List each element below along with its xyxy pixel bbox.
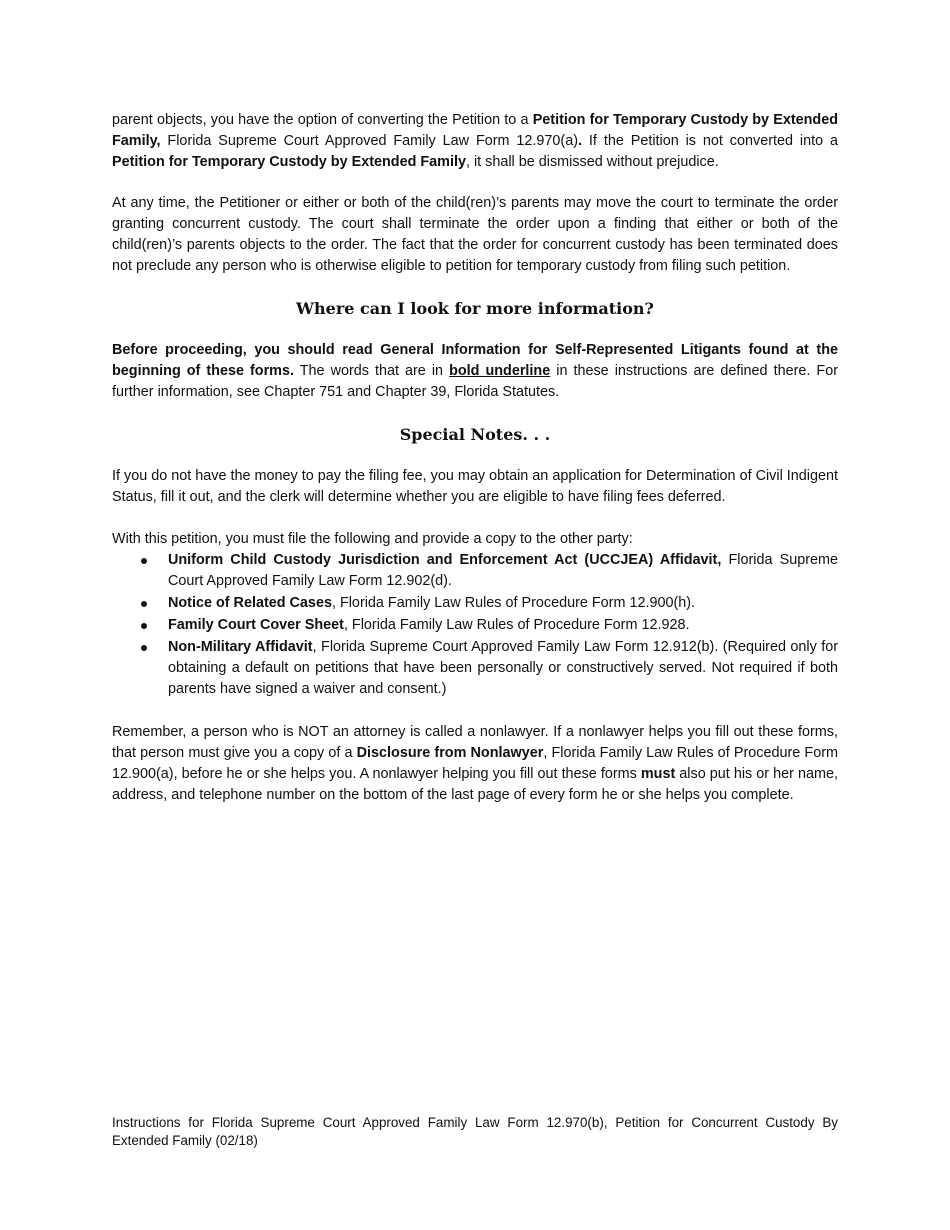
required-documents-list: [112, 550, 838, 700]
list-item: [168, 593, 838, 614]
underline-run: bold underline: [449, 363, 551, 379]
page-footer: Instructions for Florida Supreme Court Approved Family Law Form 12.970(b), Petition for Concurrent Custody By Extended Family (02/18): [112, 1115, 838, 1148]
bullet-icon: [141, 601, 147, 607]
bold-underline-run: [449, 363, 550, 379]
text-run: Florida Supreme Court Approved Family Law Form 12.970(a): [160, 133, 579, 149]
bold-run: Family Court Cover Sheet: [168, 617, 344, 633]
document-page: [112, 110, 838, 806]
text-run: The words that are in: [293, 363, 450, 379]
text-run: , Florida Family Law Rules of Procedure Form 12.900(h).: [331, 595, 696, 611]
text-run: If the Petition is not converted into a: [582, 133, 838, 149]
text-run: , Florida Supreme Court Approved Family Law Form 12.912(b). (Required only for obtaining a default on petitions that have been personally or constructively served. Not required if both parents have signed a waiver and consent.): [168, 639, 838, 697]
heading-special-notes: Special Notes. . .: [399, 425, 551, 444]
text-run: , Florida Family Law Rules of Procedure Form 12.928.: [343, 617, 690, 633]
bullet-icon: [141, 558, 147, 564]
bold-run: must: [640, 766, 676, 782]
text-run: parent objects, you have the option of converting the Petition to a: [112, 112, 533, 128]
paragraph-filing-fee: If you do not have the money to pay the filing fee, you may obtain an application for Determination of Civil Indigent Status, fill it out, and the clerk will determine whether you are eligible to have filing fees deferred.: [112, 468, 838, 505]
bold-run: Notice of Related Cases: [168, 595, 332, 611]
list-item: [168, 615, 838, 636]
paragraph-before-proceeding: [112, 340, 838, 403]
bold-run: Uniform Child Custody Jurisdiction and Enforcement Act (UCCJEA) Affidavit,: [168, 552, 722, 568]
text-run: Florida Supreme Court Approved Family Law Form 12.902(d).: [168, 552, 838, 589]
text-run: in these instructions are defined there. For further information, see Chapter 751 and Chapter 39, Florida Statutes.: [112, 363, 838, 400]
bold-run: Before proceeding, you should read General Information for Self-Represented Litigants found at the beginning of these forms.: [112, 342, 838, 379]
bullet-icon: [141, 645, 147, 651]
paragraph-conversion-option: [112, 110, 838, 173]
bold-run: Petition for Temporary Custody by Extended Family,: [112, 112, 839, 149]
paragraph-nonlawyer: [112, 722, 838, 806]
heading-more-information: Where can I look for more information?: [296, 299, 654, 318]
list-item: [168, 550, 838, 592]
paragraph-with-this-petition: With this petition, you must file the following and provide a copy to the other party:: [112, 531, 633, 547]
text-run: , it shall be dismissed without prejudice.: [465, 154, 719, 170]
bold-run: Disclosure from Nonlawyer: [356, 745, 544, 761]
text-run: also put his or her name, address, and telephone number on the bottom of the last page of every form he or she helps you complete.: [112, 766, 838, 803]
bullet-icon: [141, 623, 147, 629]
bold-run: Non-Military Affidavit: [168, 639, 313, 655]
text-run: Remember, a person who is NOT an attorney is called a nonlawyer. If a nonlawyer helps you fill out these forms, that person must give you a copy of a: [112, 724, 838, 761]
list-item: [168, 637, 838, 700]
text-run: , Florida Family Law Rules of Procedure Form 12.900(a), before he or she helps you. A nonlawyer helping you fill out these forms: [112, 745, 838, 782]
bold-run: Petition for Temporary Custody by Extended Family: [112, 154, 466, 170]
paragraph-termination: At any time, the Petitioner or either or both of the child(ren)’s parents may move the court to terminate the order granting concurrent custody. The court shall terminate the order upon a finding that either or both of the child(ren)’s parents objects to the order. The fact that the order for concurrent custody has been terminated does not preclude any person who is otherwise eligible to petition for temporary custody from filing such petition.: [112, 195, 838, 274]
bold-run: .: [578, 133, 583, 149]
